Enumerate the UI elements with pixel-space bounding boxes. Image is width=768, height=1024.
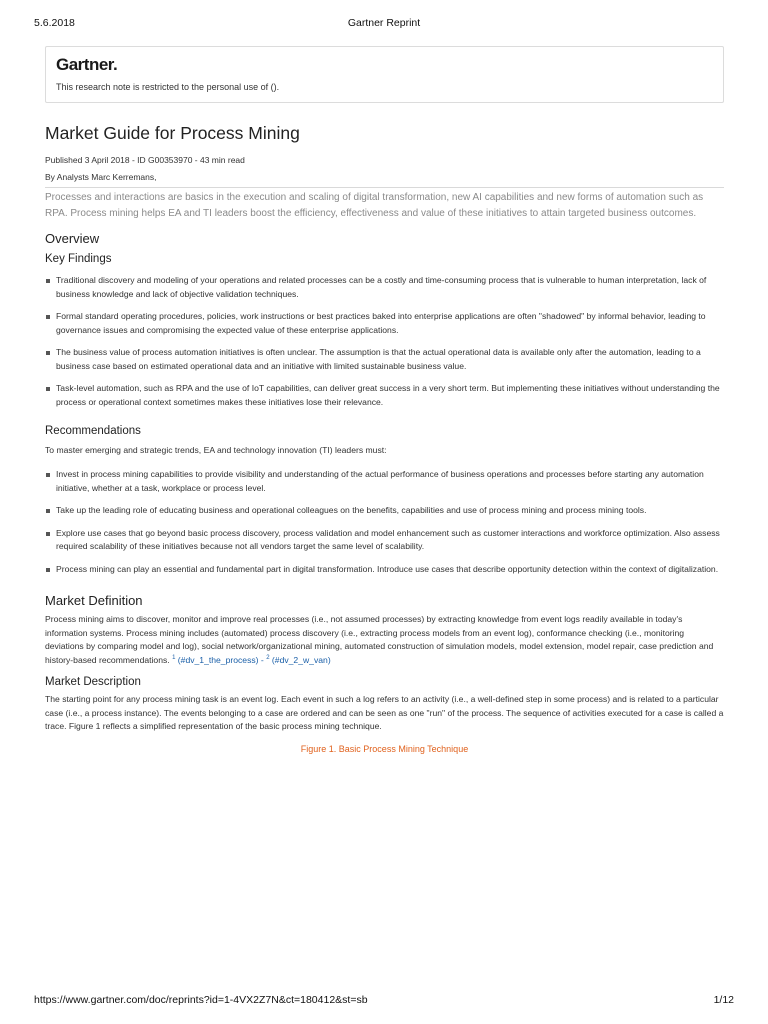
list-item [45, 346, 724, 373]
recommendation-text: Invest in process mining capabilities to provide visibility and understanding of the actual performance of business operations and processes before starting any automation initiative, whether at a task, workplace or process level. [56, 469, 704, 493]
print-title: Gartner Reprint [347, 17, 421, 29]
overview-heading: Overview [45, 231, 100, 246]
restriction-note: This research note is restricted to the personal use of (). [56, 82, 280, 92]
article [45, 46, 724, 754]
bullet-icon [46, 532, 50, 536]
market-definition-heading: Market Definition [45, 593, 143, 608]
footnote-1-number: 1 [172, 654, 176, 661]
list-item [45, 274, 724, 301]
recommendations-heading: Recommendations [45, 425, 141, 437]
logo-text: Gartner [56, 55, 113, 74]
finding-text: Traditional discovery and modeling of your operations and related processes can be a costly and time-consuming process that is vulnerable to human interpretation, lack of business knowledge and lack of objective validation techniques. [56, 275, 707, 299]
byline: By Analysts Marc Kerremans, [45, 172, 157, 182]
bullet-icon [46, 568, 50, 572]
footnote-2-number: 2 [266, 654, 270, 661]
recommendations-intro: To master emerging and strategic trends, EA and technology innovation (TI) leaders must: [45, 445, 387, 455]
gartner-banner [45, 46, 724, 103]
footnote-1-link[interactable]: (#dv_1_the_process) [177, 654, 259, 665]
market-description-text: The starting point for any process mining task is an event log. Each event in such a log refers to an activity (i.e., a well-defined step in some process) and is related to a particular case (i.e., a process instance). The events belonging to a case are ordered and can be seen as one "run" of the process. The sequence of activities executed for a case is called a trace. Figure 1 reflects a simplified representation of the basic process mining technique. [45, 694, 724, 731]
print-date: 5.6.2018 [34, 17, 75, 29]
finding-text: The business value of process automation initiatives is often unclear. The assumption is that the actual operational data is available only after the automation, leading to a business case based on estimated operational data and an initiative with limited sustainable business value. [56, 347, 701, 371]
recommendation-text: Take up the leading role of educating business and operational colleagues on the benefits, capabilities and use of process mining and process mining tools. [56, 505, 647, 515]
footnote-2-link[interactable]: (#dv_2_w_van) [271, 654, 331, 665]
gartner-logo[interactable] [56, 56, 713, 74]
bullet-icon [46, 351, 50, 355]
recommendations-list [45, 468, 724, 576]
market-definition-text [45, 613, 724, 667]
print-url: https://www.gartner.com/doc/reprints?id=1-4VX2Z7N&ct=180412&st=sb [34, 994, 368, 1006]
finding-text: Formal standard operating procedures, policies, work instructions or best practices baked into enterprise applications are often "shadowed" by informal behavior, leading to governance issues and compromising the expected value of these enterprise applications. [56, 311, 706, 335]
bullet-icon [46, 473, 50, 477]
summary: Processes and interactions are basics in the execution and scaling of digital transformation, new AI capabilities and new forms of automation such as RPA. Process mining helps EA and TI leaders boost the efficiency, effectiveness and value of these initiatives to attain targeted business outcomes. [45, 187, 724, 222]
recommendation-text: Process mining can play an essential and fundamental part in digital transformation. Introduce use cases that describe opportunity detection within the context of digitalization. [56, 563, 719, 574]
bullet-icon [46, 279, 50, 283]
print-header [34, 17, 734, 31]
page-number: 1/12 [713, 994, 734, 1006]
page-title: Market Guide for Process Mining [45, 123, 300, 143]
market-description-heading: Market Description [45, 676, 141, 688]
list-item [45, 504, 724, 518]
publication-info: Published 3 April 2018 - ID G00353970 - 43 min read [45, 155, 245, 165]
footnote-separator: - [260, 654, 264, 665]
finding-text: Task-level automation, such as RPA and the use of IoT capabilities, can deliver great success in a very short term. But implementing these initiatives without understanding the process or operational context sometimes makes these initiatives lose their relevance. [56, 383, 720, 407]
logo-dot: . [112, 55, 118, 74]
figure-caption: Figure 1. Basic Process Mining Technique [300, 743, 469, 754]
bullet-icon [46, 315, 50, 319]
recommendation-text: Explore use cases that go beyond basic process discovery, process validation and model enhancement such as customer interactions and workforce optimization. Also assess required scalability of these initiatives because not all vendors target the same level of scalability. [56, 527, 720, 551]
bullet-icon [46, 387, 50, 391]
bullet-icon [46, 509, 50, 513]
print-footer [34, 994, 734, 1008]
list-item [45, 310, 724, 337]
list-item [45, 468, 724, 495]
list-item [45, 527, 724, 554]
list-item [45, 382, 724, 409]
list-item [45, 563, 724, 577]
key-findings-list [45, 274, 724, 409]
key-findings-heading: Key Findings [45, 253, 112, 265]
definition-body: Process mining aims to discover, monitor and improve real processes (i.e., not assumed processes) by extracting knowledge from event logs readily available in today's information systems. Process mining includes (automated) process discovery (i.e., extracting process models from an event log), conformance checking (i.e., monitoring deviations by comparing model and log), social network/organizational mining, automated construction of simulation models, model extension, model repair, case prediction and history-based recommendations. [45, 614, 714, 665]
